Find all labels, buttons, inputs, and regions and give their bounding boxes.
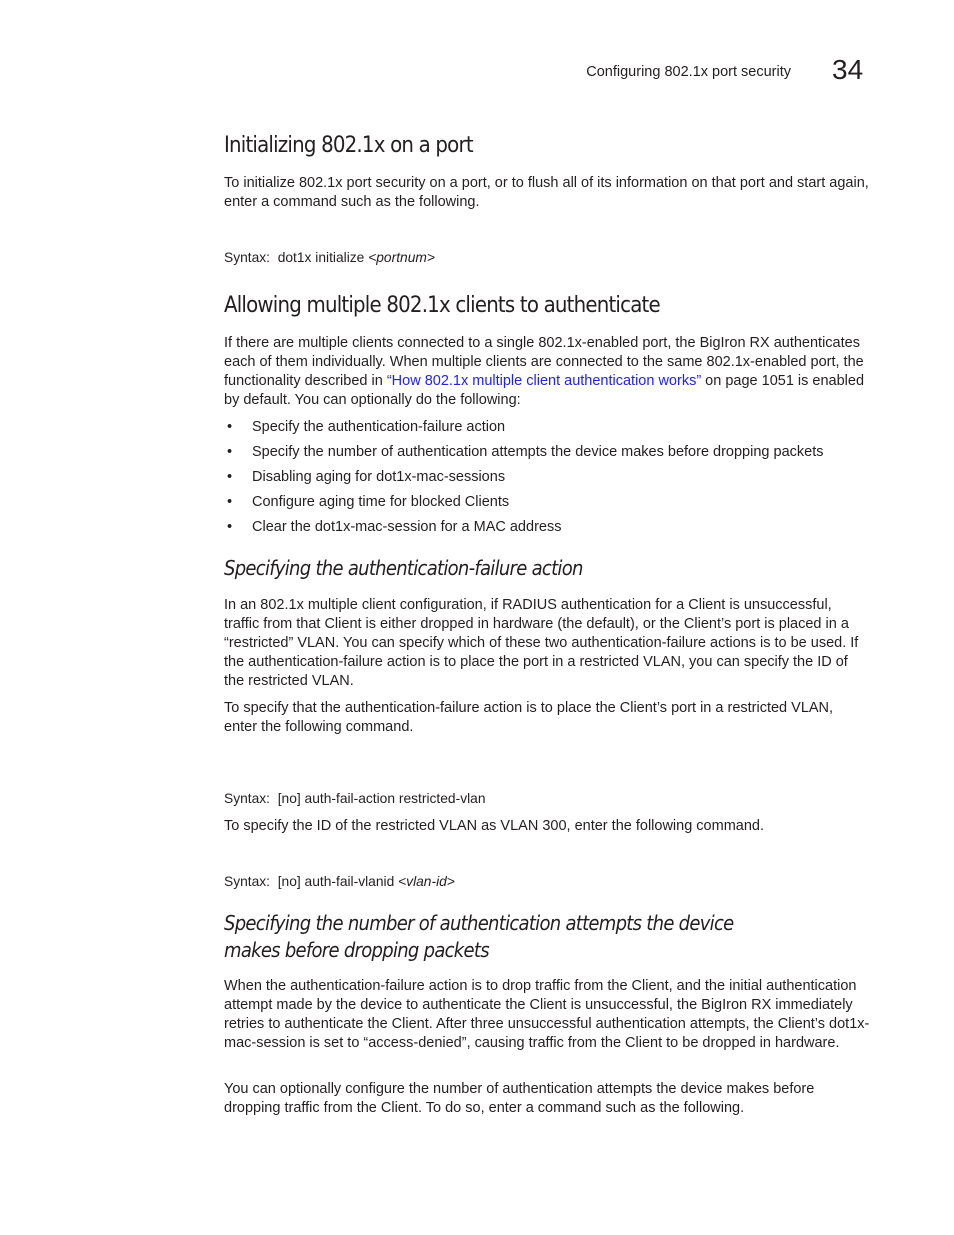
bullet-glyph: • <box>227 469 233 485</box>
list-item <box>224 468 870 493</box>
list-item <box>224 443 870 468</box>
syntax-dot1x-initialize <box>224 248 870 267</box>
list-item-text: Clear the dot1x-mac-session for a MAC address <box>252 519 562 535</box>
cross-reference-link[interactable]: “How 802.1x multiple client authentication works” <box>386 373 702 389</box>
list-item <box>224 493 870 518</box>
syntax-label: Syntax: <box>224 874 271 889</box>
syntax-auth-fail-vlanid <box>224 872 870 891</box>
section3-para-1: In an 802.1x multiple client configuration, if RADIUS authentication for a Client is unsuccessful, traffic from that Client is either dropped in hardware (the default), or the Client’s port is placed in a “restricted” VLAN. You can specify which of these two authentication-failure actions is to be used. If the authentication-failure action is to place the port in a restricted VLAN, you can specify the ID of the restricted VLAN. <box>224 597 859 689</box>
list-item-text: Specify the number of authentication attempts the device makes before dropping packets <box>252 444 824 460</box>
section2-body-text-2: on page 1051 is enabled by default. You can optionally do the following: <box>224 373 865 408</box>
section3-para-2: To specify that the authentication-failure action is to place the Client’s port in a restricted VLAN, enter the following command. <box>224 700 834 735</box>
bullet-glyph: • <box>227 519 233 535</box>
syntax-auth-fail-action <box>224 789 870 808</box>
list-item <box>224 418 870 443</box>
bullet-glyph: • <box>227 444 233 460</box>
syntax-command: [no] auth-fail-vlanid <box>277 874 395 889</box>
section4-para-2: You can optionally configure the number of authentication attempts the device makes before dropping traffic from the Client. To do so, enter a command such as the following. <box>224 1081 815 1116</box>
section3-para-3: To specify the ID of the restricted VLAN as VLAN 300, enter the following command. <box>224 818 764 834</box>
syntax-label: Syntax: <box>224 791 271 806</box>
list-item-text: Disabling aging for dot1x-mac-sessions <box>252 469 506 485</box>
section2-body <box>224 334 870 410</box>
section-heading-initializing: Initializing 802.1x on a port <box>224 133 473 158</box>
option-list <box>224 418 870 543</box>
subsection-heading-line-2: makes before dropping packets <box>224 938 489 962</box>
syntax-label: Syntax: <box>224 250 271 265</box>
bullet-glyph: • <box>227 419 233 435</box>
subsection-heading-line-1: Specifying the number of authentication attempts the device <box>224 911 734 935</box>
subsection-heading-failure-action: Specifying the authentication-failure action <box>224 556 583 580</box>
running-header-title: Configuring 802.1x port security <box>586 64 791 80</box>
section1-body: To initialize 802.1x port security on a port, or to flush all of its information on that port and start again, enter a command such as the following. <box>224 175 869 210</box>
subsection-heading-attempts <box>224 910 870 964</box>
list-item-text: Specify the authentication-failure action <box>252 419 506 435</box>
syntax-command: [no] auth-fail-action restricted-vlan <box>277 791 486 806</box>
syntax-command: dot1x initialize <box>277 250 365 265</box>
section-heading-multiple-clients: Allowing multiple 802.1x clients to authenticate <box>224 293 660 318</box>
list-item-text: Configure aging time for blocked Clients <box>252 494 510 510</box>
syntax-argument: <portnum> <box>368 250 435 265</box>
bullet-glyph: • <box>227 494 233 510</box>
list-item <box>224 518 870 543</box>
section2-body-text-1: If there are multiple clients connected to a single 802.1x-enabled port, the BigIron RX authenticates each of them individually. When multiple clients are connected to the same 802.1x-enabled port, the functionality described in <box>224 335 864 389</box>
section4-para-1: When the authentication-failure action is to drop traffic from the Client, and the initial authentication attempt made by the device to authenticate the Client is unsuccessful, the BigIron RX immediately retries to authenticate the Client. After three unsuccessful authentication attempts, the Client’s dot1x-mac-session is set to “access-denied”, causing traffic from the Client to be dropped in hardware. <box>224 978 870 1051</box>
chapter-number: 34 <box>832 54 864 85</box>
syntax-argument: <vlan-id> <box>398 874 455 889</box>
